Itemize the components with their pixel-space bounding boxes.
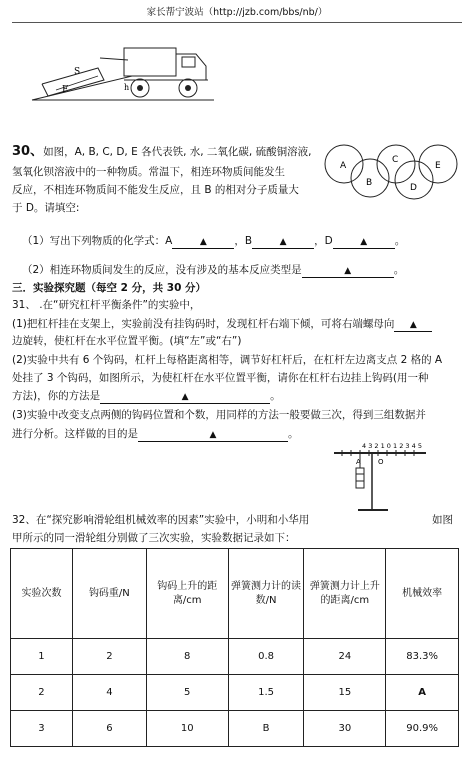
table-header-cell: 实验次数 <box>11 549 73 639</box>
q30-line4: 于 D。请填空: <box>12 202 80 214</box>
rings-figure <box>318 142 468 208</box>
ring-label-c: C <box>392 155 399 165</box>
truck-ramp-figure <box>28 40 218 106</box>
ring-label-b: B <box>366 178 373 188</box>
table-header-cell: 弹簧测力计的读数/N <box>228 549 304 639</box>
table-row <box>11 639 459 675</box>
q30-number: 30、 <box>12 144 44 159</box>
ring-label-e: E <box>435 161 441 171</box>
q31-p3b: 进行分析。这样做的目的是 ▲ 。 <box>12 428 299 440</box>
table-cell: 3 <box>11 711 73 747</box>
q31-p3a: (3)实验中改变支点两侧的钩码位置和个数，用同样的方法一般要做三次，得到三组数据并 <box>12 409 426 421</box>
truck-label-s: S <box>74 67 81 77</box>
table-cell: 6 <box>72 711 146 747</box>
q31-p1a: (1)把杠杆挂在支架上，实验前没有挂钩码时，发现杠杆右端下倾，可将右端螺母向 ▲ <box>12 316 432 332</box>
q30-sub1: （1）写出下列物质的化学式：A ▲ ，B ▲ ，D ▲ 。 <box>22 235 406 247</box>
q30-line2: 氢氧化钡溶液中的一种物质。常温下，相连环物质间能发生 <box>12 166 285 178</box>
table-cell: 8 <box>146 639 228 675</box>
header-divider <box>12 22 462 23</box>
q31-p2c: 方法)，你的方法是 ▲ 。 <box>12 390 281 402</box>
ring-label-a: A <box>340 161 347 171</box>
table-cell: 15 <box>304 675 386 711</box>
q31-p1b: 边旋转，使杠杆在水平位置平衡。(填“左”或“右”) <box>12 335 242 347</box>
truck-label-h: h <box>124 83 130 92</box>
q30-blank-b[interactable]: ▲ <box>252 236 314 249</box>
q31-blank-1[interactable]: ▲ <box>394 319 432 332</box>
q30-line3: 反应，不相连环物质间不能发生反应，且 B 的相对分子质量大 <box>12 184 299 196</box>
table-cell: 0.8 <box>228 639 304 675</box>
table-cell: 30 <box>304 711 386 747</box>
q32-line2: 甲所示的同一滑轮组分别做了三次实验，实验数据记录如下： <box>12 532 296 544</box>
table-cell: A <box>386 675 459 711</box>
q31-p2a: (2)实验中共有 6 个钩码，杠杆上每格距离相等，调节好杠杆后，在杠杆左边离支点 2 格的 A <box>12 354 443 366</box>
table-cell: 1.5 <box>228 675 304 711</box>
table-cell: B <box>228 711 304 747</box>
truck-label-f: F <box>62 85 69 95</box>
table-cell: 90.9% <box>386 711 459 747</box>
table-cell: 24 <box>304 639 386 675</box>
lever-figure <box>330 440 430 516</box>
page-header: 家长帮宁波站（http://jzb.com/bbs/nb/） <box>146 7 328 18</box>
q32-data-table <box>10 548 459 747</box>
lever-tick-labels: 4 3 2 1 0 1 2 3 4 5 <box>362 442 422 450</box>
lever-point-a: A <box>356 458 361 466</box>
table-cell: 5 <box>146 675 228 711</box>
q30-line1: 30、如图，A, B, C, D, E 各代表铁, 水, 二氧化碳, 硫酸铜溶液, <box>12 144 312 159</box>
lever-pivot-label: O <box>378 458 384 466</box>
q31-line0: 31、 .在“研究杠杆平衡条件”的实验中， <box>12 299 201 311</box>
table-row <box>11 675 459 711</box>
q30-blank-d[interactable]: ▲ <box>333 236 395 249</box>
table-header-cell: 钩码重/N <box>72 549 146 639</box>
table-cell: 2 <box>11 675 73 711</box>
q30-blank-reaction[interactable]: ▲ <box>302 265 394 278</box>
table-cell: 83.3% <box>386 639 459 675</box>
table-cell: 1 <box>11 639 73 675</box>
table-cell: 4 <box>72 675 146 711</box>
table-header-cell: 机械效率 <box>386 549 459 639</box>
table-cell: 2 <box>72 639 146 675</box>
q32-line1: 32、在“探究影响滑轮组机械效率的因素”实验中，小明和小华用 <box>12 514 310 526</box>
q32-line1-right: 如图 <box>432 514 453 526</box>
q31-blank-2[interactable]: ▲ <box>100 391 270 404</box>
q30-blank-a[interactable]: ▲ <box>172 236 234 249</box>
q31-blank-3[interactable]: ▲ <box>138 429 288 442</box>
table-cell: 10 <box>146 711 228 747</box>
ring-label-d: D <box>410 183 417 193</box>
table-header-cell: 弹簧测力计上升的距离/cm <box>304 549 386 639</box>
table-row <box>11 711 459 747</box>
q30-sub2: （2）相连环物质间发生的反应，没有涉及的基本反应类型是 ▲ 。 <box>22 264 405 276</box>
table-header-row <box>11 549 459 639</box>
section3-title: 三．实验探究题（每空 2 分，共 30 分） <box>12 282 207 294</box>
table-header-cell: 钩码上升的距离/cm <box>146 549 228 639</box>
q31-p2b: 处挂了 3 个钩码，如图所示，为使杠杆在水平位置平衡，请你在杠杆右边挂上钩码(用一种 <box>12 372 429 384</box>
